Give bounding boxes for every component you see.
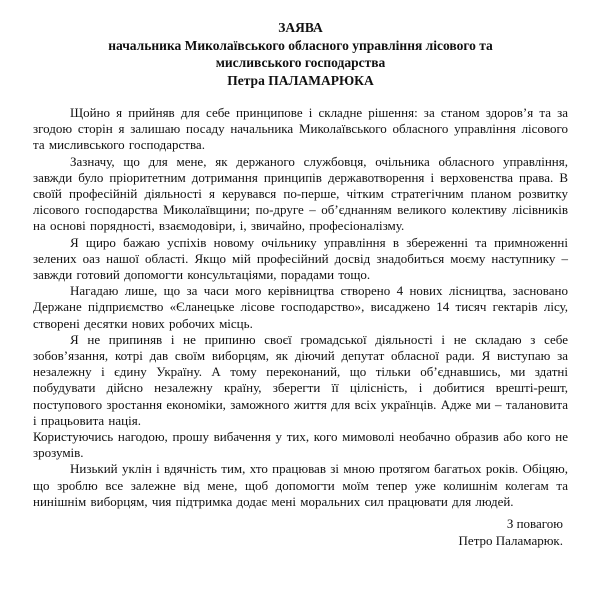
document-title: [33, 19, 568, 89]
paragraph-2: Зазначу, що для мене, як держаного службовця, очільника обласного управління, завжди було пріоритетним дотримання принципів державотворення і верховенства права. В своїй професійній діяльності я керувався по-перше, чітким стратегічним планом розвитку лісового господарства Миколаївщини; по-друге – об’єднанням великого колективу лісівників на основі порядності, взаємодовіри, і, звичайно, професіоналізму.: [33, 153, 568, 234]
paragraph-1: Щойно я прийняв для себе принципове і складне рішення: за станом здоров’я та за згодою сторін я залишаю посаду начальника Миколаївського обласного управління лісового та мисливського господарства.: [33, 105, 568, 153]
paragraph-3: Я щиро бажаю успіхів новому очільнику управління в збереженні та примноженні зелених оаз нашої області. Якщо мій професійний досвід знадобиться моєму наступнику – завжди готовий допомогти консультаціями, порадами тощо.: [33, 234, 568, 283]
signature-block: [33, 515, 568, 549]
title-line-1: ЗАЯВА: [278, 20, 323, 35]
paragraph-7: Низький уклін і вдячність тим, хто працював зі мною протягом багатьох років. Обіцяю, що зроблю все залежне від мене, щоб допомогти моїм тепер уже колишнім колегам та нинішнім виборцям, чия підтримка додає мені моральних сил працювати для людей.: [33, 461, 568, 509]
paragraph-6: Користуючись нагодою, прошу вибачення у тих, кого мимоволі необачно образив або кого не зрозумів.: [33, 429, 568, 461]
title-line-3: мисливського господарства: [215, 55, 386, 70]
signature-name: Петро Паламарюк.: [458, 533, 563, 549]
title-line-2: начальника Миколаївського обласного управління лісового та: [108, 37, 493, 53]
title-line-4: Петра ПАЛАМАРЮКА: [227, 72, 374, 88]
paragraph-4: Нагадаю лише, що за часи мого керівництва створено 4 нових лісництва, засновано Держане підприємство «Єланецьке лісове господарство», висаджено 14 тисяч гектарів лісу, створені десятки нових робочих місць.: [33, 283, 568, 331]
paragraph-5: Я не припиняв і не припиню своєї громадської діяльності і не складаю з себе зобов’язання, котрі дав своїм виборцям, як діючий депутат обласної ради. Я виступаю за незалежну і єдину Україну. А тому переконаний, що тільки об’єднавшись, ми здатні побудувати дійсно незалежну країну, зберегти її цілісність, і добитися врешті-решт, поступового зростання економіки, заможного життя для всіх українців. Адже ми – талановита і працьовита нація.: [33, 331, 568, 428]
signature-closing: З повагою: [506, 516, 563, 532]
document-body: [33, 105, 568, 510]
